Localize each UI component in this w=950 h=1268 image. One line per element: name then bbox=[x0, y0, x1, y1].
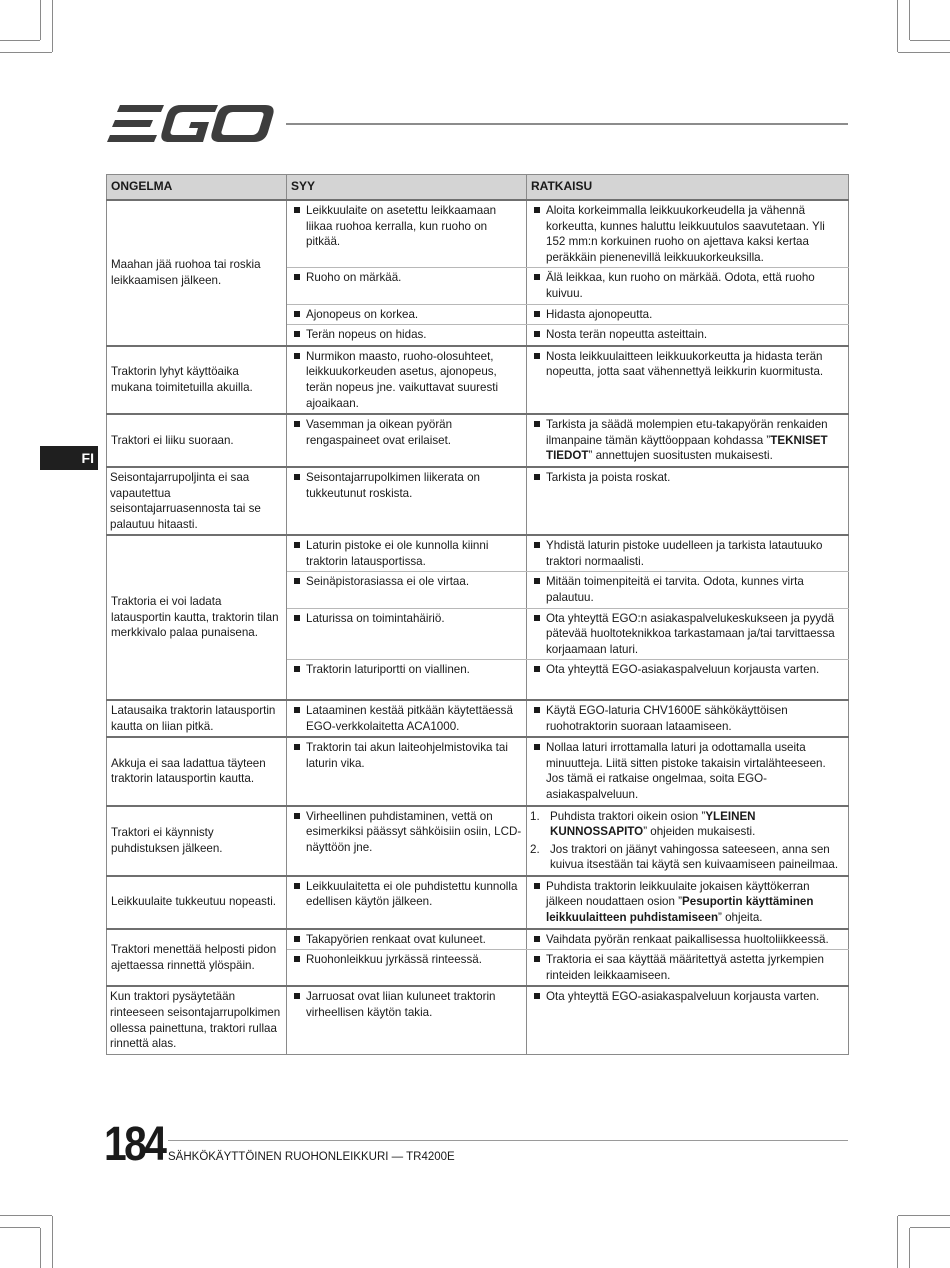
bullet-icon bbox=[290, 932, 306, 948]
crop-mark bbox=[910, 40, 950, 41]
bullet-icon bbox=[290, 989, 306, 1020]
bullet-icon bbox=[530, 989, 546, 1005]
bullet-icon bbox=[530, 574, 546, 605]
crop-mark bbox=[909, 0, 910, 40]
solution-cell: Hidasta ajonopeutta. bbox=[527, 304, 849, 325]
numbered-step: 2. Jos traktori on jäänyt vahingossa sateeseen, anna sen kuivua itsestään tai käytä sen kuivaamiseen paineilmaa. bbox=[530, 842, 839, 872]
table-row bbox=[107, 200, 849, 268]
numbered-step: 1. Puhdista traktori oikein osion ”YLEINEN KUNNOSSAPITO” ohjeiden mukaisesti. bbox=[530, 809, 756, 839]
column-header-solution: RATKAISU bbox=[527, 175, 849, 201]
bullet-icon bbox=[530, 470, 546, 486]
bullet-icon bbox=[290, 270, 306, 286]
crop-mark bbox=[898, 52, 950, 53]
language-tab: FI bbox=[40, 446, 98, 470]
bullet-icon bbox=[530, 270, 546, 301]
table-row bbox=[107, 414, 849, 467]
bullet-icon bbox=[530, 538, 546, 569]
column-header-problem: ONGELMA bbox=[107, 175, 287, 201]
crop-mark bbox=[52, 0, 53, 52]
crop-mark bbox=[0, 52, 52, 53]
crop-mark bbox=[898, 1215, 950, 1216]
cause-cell: Leikkuulaitetta ei ole puhdistettu kunnolla edellisen käytön jälkeen. bbox=[287, 876, 527, 929]
solution-cell: Aloita korkeimmalla leikkuukorkeudella ja vähennä korkeutta, kunnes haluttu leikkuutulos saavutetaan. Yli 152 mm:n korkuinen ruoho on ajettava kaksi kertaa peräkkäin pienenevillä leikkuukorkeuksilla. bbox=[527, 200, 849, 268]
bullet-icon bbox=[290, 611, 306, 627]
cause-cell: Terän nopeus on hidas. bbox=[287, 325, 527, 346]
solution-cell: Ota yhteyttä EGO:n asiakaspalvelukeskukseen ja pyydä pätevää huoltoteknikkoa tarkastamaan ja/tai tarvittaessa korjaamaan laturi. bbox=[527, 608, 849, 660]
page-number: 184 bbox=[104, 1118, 165, 1171]
cause-cell: Takapyörien renkaat ovat kuluneet. bbox=[287, 929, 527, 950]
table-row bbox=[107, 806, 849, 876]
crop-mark bbox=[40, 1228, 41, 1268]
bullet-icon bbox=[530, 349, 546, 380]
bullet-icon bbox=[290, 203, 306, 250]
bullet-icon bbox=[290, 740, 306, 771]
cause-cell: Seisontajarrupolkimen liikerata on tukkeutunut roskista. bbox=[287, 467, 527, 535]
cause-cell: Traktorin tai akun laiteohjelmistovika tai laturin vika. bbox=[287, 737, 527, 805]
crop-mark bbox=[52, 1216, 53, 1268]
problem-cell: Maahan jää ruohoa tai roskia leikkaamisen jälkeen. bbox=[107, 200, 287, 346]
bullet-icon bbox=[530, 307, 546, 323]
bullet-icon bbox=[290, 417, 306, 448]
table-row bbox=[107, 986, 849, 1054]
solution-cell bbox=[527, 806, 849, 876]
bullet-icon bbox=[290, 809, 306, 856]
bullet-icon bbox=[530, 417, 546, 464]
bullet-icon bbox=[530, 932, 546, 948]
crop-mark bbox=[897, 0, 898, 52]
problem-cell: Seisontajarrupoljinta ei saa vapautettua seisontajarruasennosta tai se palautuu hitaasti. bbox=[107, 467, 287, 535]
table-row bbox=[107, 467, 849, 535]
footer-title: SÄHKÖKÄYTTÖINEN RUOHONLEIKKURI — TR4200E bbox=[168, 1151, 455, 1163]
cause-cell: Nurmikon maasto, ruoho-olosuhteet, leikkuukorkeuden asetus, ajonopeus, terän nopeus jne. vaikuttavat suuresti ajoaikaan. bbox=[287, 346, 527, 414]
solution-cell: Vaihdata pyörän renkaat paikallisessa huoltoliikkeessä. bbox=[527, 929, 849, 950]
bullet-icon bbox=[530, 327, 546, 343]
bullet-icon bbox=[290, 307, 306, 323]
bullet-icon bbox=[530, 879, 546, 926]
bullet-icon bbox=[290, 574, 306, 590]
cause-cell: Jarruosat ovat liian kuluneet traktorin virheellisen käytön takia. bbox=[287, 986, 527, 1054]
solution-cell: Puhdista traktorin leikkuulaite jokaisen käyttökerran jälkeen noudattaen osion ”Pesuportin käyttäminen leikkuulaitteen puhdistamiseen” ohjeita. bbox=[527, 876, 849, 929]
problem-cell: Akkuja ei saa ladattua täyteen traktorin latausportin kautta. bbox=[107, 737, 287, 805]
bullet-icon bbox=[290, 470, 306, 501]
bullet-icon bbox=[290, 662, 306, 678]
problem-cell: Traktorin lyhyt käyttöaika mukana toimitetuilla akuilla. bbox=[107, 346, 287, 414]
cause-cell: Laturin pistoke ei ole kunnolla kiinni traktorin latausportissa. bbox=[287, 535, 527, 572]
problem-cell: Traktoria ei voi ladata latausportin kautta, traktorin tilan merkkivalo palaa punaisena. bbox=[107, 535, 287, 700]
problem-cell: Kun traktori pysäytetään rinteeseen seisontajarrupolkimen ollessa painettuna, traktori rullaa rinnettä alas. bbox=[107, 986, 287, 1054]
cause-cell: Leikkuulaite on asetettu leikkaamaan liikaa ruohoa kerralla, kun ruoho on pitkää. bbox=[287, 200, 527, 268]
solution-cell: Nosta leikkuulaitteen leikkuukorkeutta ja hidasta terän nopeutta, jotta saat vähennettyä leikkurin kuormitusta. bbox=[527, 346, 849, 414]
table-row bbox=[107, 929, 849, 950]
bullet-icon bbox=[290, 952, 306, 968]
section-reference: YLEINEN KUNNOSSAPITO bbox=[550, 809, 756, 839]
crop-mark bbox=[0, 40, 40, 41]
section-reference: TEKNISET TIEDOT bbox=[546, 433, 828, 463]
cause-cell: Ruohonleikkuu jyrkässä rinteessä. bbox=[287, 950, 527, 987]
bullet-icon bbox=[290, 327, 306, 343]
ego-logo bbox=[106, 104, 276, 144]
bullet-icon bbox=[290, 879, 306, 910]
crop-mark bbox=[0, 1215, 52, 1216]
crop-mark bbox=[897, 1216, 898, 1268]
solution-cell: Yhdistä laturin pistoke uudelleen ja tarkista latautuuko traktori normaalisti. bbox=[527, 535, 849, 572]
table-row bbox=[107, 737, 849, 805]
solution-cell: Älä leikkaa, kun ruoho on märkää. Odota, että ruoho kuivuu. bbox=[527, 268, 849, 304]
cause-cell: Virheellinen puhdistaminen, vettä on esimerkiksi päässyt sähköisiin osiin, LCD-näyttöön jne. bbox=[287, 806, 527, 876]
troubleshooting-table bbox=[106, 174, 849, 1055]
solution-cell: Mitään toimenpiteitä ei tarvita. Odota, kunnes virta palautuu. bbox=[527, 572, 849, 608]
column-header-cause: SYY bbox=[287, 175, 527, 201]
section-reference: Pesuportin käyttäminen leikkuulaitteen puhdistamiseen bbox=[546, 895, 814, 925]
cause-cell: Ajonopeus on korkea. bbox=[287, 304, 527, 325]
bullet-icon bbox=[290, 703, 306, 734]
bullet-icon bbox=[290, 538, 306, 569]
cause-cell: Vasemman ja oikean pyörän rengaspaineet ovat erilaiset. bbox=[287, 414, 527, 467]
bullet-icon bbox=[530, 703, 546, 734]
table-row bbox=[107, 535, 849, 572]
cause-cell: Ruoho on märkää. bbox=[287, 268, 527, 304]
solution-cell: Käytä EGO-laturia CHV1600E sähkökäyttöisen ruohotraktorin suoraan lataamiseen. bbox=[527, 700, 849, 737]
solution-cell: Tarkista ja säädä molempien etu-takapyörän renkaiden ilmanpaine tämän käyttöoppaan kohdassa ”TEKNISET TIEDOT” annettujen suositusten mukaisesti. bbox=[527, 414, 849, 467]
bullet-icon bbox=[530, 203, 546, 265]
bullet-icon bbox=[530, 740, 546, 802]
problem-cell: Traktori ei käynnisty puhdistuksen jälkeen. bbox=[107, 806, 287, 876]
bullet-icon bbox=[290, 349, 306, 411]
cause-cell: Traktorin laturiportti on viallinen. bbox=[287, 660, 527, 700]
solution-cell: Ota yhteyttä EGO-asiakaspalveluun korjausta varten. bbox=[527, 660, 849, 700]
problem-cell: Traktori menettää helposti pidon ajettaessa rinnettä ylöspäin. bbox=[107, 929, 287, 987]
header-rule bbox=[286, 123, 848, 125]
crop-mark bbox=[910, 1227, 950, 1228]
crop-mark bbox=[0, 1227, 40, 1228]
table-row bbox=[107, 876, 849, 929]
bullet-icon bbox=[530, 662, 546, 678]
crop-mark bbox=[40, 0, 41, 40]
cause-cell: Laturissa on toimintahäiriö. bbox=[287, 608, 527, 660]
table-row bbox=[107, 346, 849, 414]
solution-cell: Traktoria ei saa käyttää määritettyä astetta jyrkempien rinteiden leikkaamiseen. bbox=[527, 950, 849, 987]
cause-cell: Lataaminen kestää pitkään käytettäessä EGO-verkkolaitetta ACA1000. bbox=[287, 700, 527, 737]
solution-cell: Tarkista ja poista roskat. bbox=[527, 467, 849, 535]
problem-cell: Leikkuulaite tukkeutuu nopeasti. bbox=[107, 876, 287, 929]
footer-rule bbox=[168, 1140, 848, 1141]
solution-cell: Nosta terän nopeutta asteittain. bbox=[527, 325, 849, 346]
table-header-row bbox=[107, 175, 849, 201]
crop-mark bbox=[909, 1228, 910, 1268]
bullet-icon bbox=[530, 952, 546, 983]
table-row bbox=[107, 700, 849, 737]
cause-cell: Seinäpistorasiassa ei ole virtaa. bbox=[287, 572, 527, 608]
solution-cell: Ota yhteyttä EGO-asiakaspalveluun korjausta varten. bbox=[527, 986, 849, 1054]
problem-cell: Latausaika traktorin latausportin kautta on liian pitkä. bbox=[107, 700, 287, 737]
bullet-icon bbox=[530, 611, 546, 658]
problem-cell: Traktori ei liiku suoraan. bbox=[107, 414, 287, 467]
solution-cell: Nollaa laturi irrottamalla laturi ja odottamalla useita minuutteja. Liitä sitten pistoke takaisin virtalähteeseen. Jos tämä ei ratkaise ongelmaa, soita EGO-asiakaspalveluun. bbox=[527, 737, 849, 805]
